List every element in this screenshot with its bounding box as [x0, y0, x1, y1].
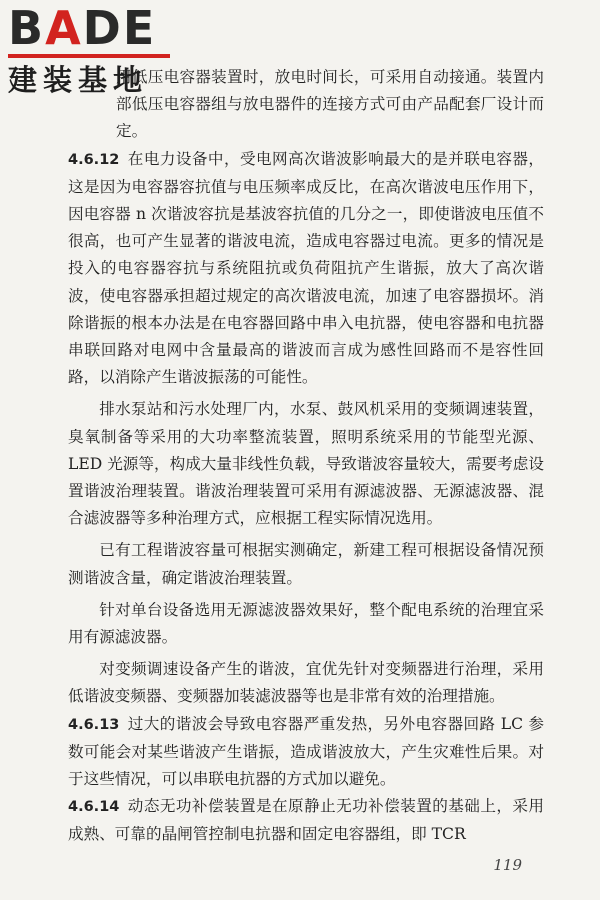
page-number: 119 [493, 856, 522, 874]
logo-chinese-text: 建装基地 [8, 63, 149, 97]
clause-number: 4.6.12 [68, 151, 120, 168]
logo-wordmark: BADE [8, 1, 157, 55]
bade-logo [6, 1, 176, 102]
clause-4-6-14: 4.6.14 动态无功补偿装置是在原静止无功补偿装置的基础上，采用成熟、可靠的晶闸管控制电抗器和固定电容器组，即 TCR [68, 797, 544, 844]
body-paragraph: 排水泵站和污水处理厂内，水泵、鼓风机采用的变频调速装置，臭氧制备等采用的大功率整流装置，照明系统采用的节能型光源、LED 光源等，构成大量非线性负载，导致谐波容量较大，需要考虑设置谐波治理装置。谐波治理装置可采用有源滤波器、无源滤波器、混合滤波器等多种治理方式，应根据工程实际情况选用。 [68, 400, 544, 528]
body-paragraph: 针对单台设备选用无源滤波器效果好，整个配电系统的治理宜采用有源滤波器。 [68, 600, 544, 647]
clause-4-6-12: 4.6.12 在电力设备中，受电网高次谐波影响最大的是并联电容器，这是因为电容器容抗值与电压频率成反比，在高次谐波电压作用下，因电容器 n 次谐波容抗是基波容抗值的几分之一，即使谐波电压值不很高，也可产生显著的谐波电流，造成电容器过电流。更多的情况是投入的电容器容抗与系统阻抗或负荷阻抗产生谐振，放大了高次谐波，使电容器承担超过规定的高次谐波电流，加速了电容器损坏。消除谐振的根本办法是在电容器回路中串入电抗器，使电容器和电抗器串联回路对电网中含量最高的谐波而言成为感性回路而不是容性回路，以消除产生谐波振荡的可能性。 [68, 149, 544, 387]
clause-number: 4.6.14 [68, 799, 120, 816]
clause-4-6-13: 4.6.13 过大的谐波会导致电容器严重发热，另外电容器回路 LC 参数可能会对某些谐波产生谐振，造成谐波放大，产生灾难性后果。对于这些情况，可以串联电抗器的方式加以避免。 [68, 714, 544, 789]
body-paragraph: 对变频调速设备产生的谐波，宜优先针对变频器进行治理，采用低谐波变频器、变频器加装滤波器等也是非常有效的治理措施。 [68, 660, 544, 706]
body-paragraph: 已有工程谐波容量可根据实测确定，新建工程可根据设备情况预测谐波含量，确定谐波治理装置。 [68, 541, 544, 587]
clause-number: 4.6.13 [68, 716, 120, 733]
page-body [68, 64, 544, 849]
continuation-paragraph: 用低压电容器装置时，放电时间长，可采用自动接通。装置内部低压电容器组与放电器件的连接方式可由产品配套厂设计而定。 [116, 68, 544, 141]
